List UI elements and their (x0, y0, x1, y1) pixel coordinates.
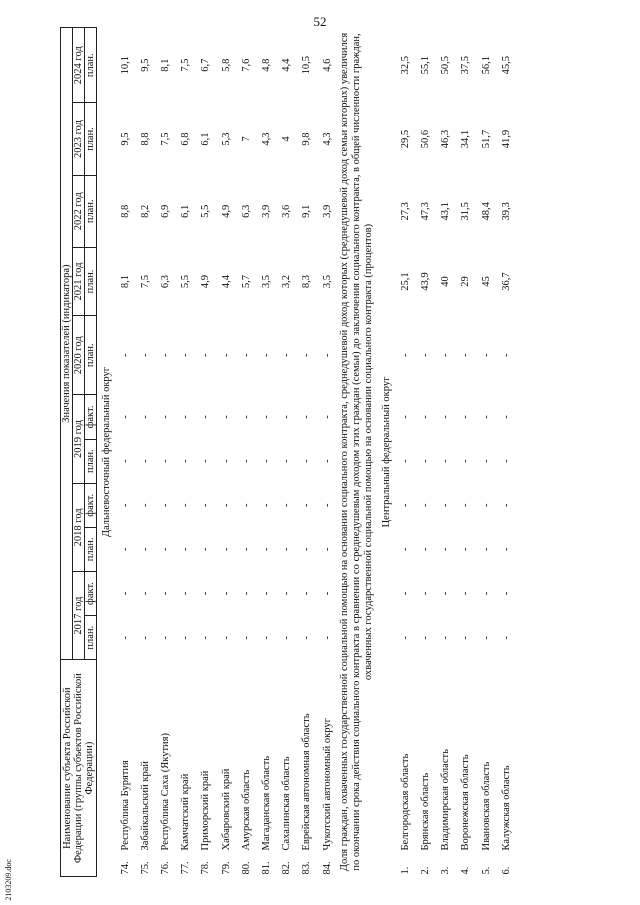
value-cell: - (500, 353, 512, 358)
region-name: Ивановская область (480, 761, 492, 851)
value-cell: 45 (480, 276, 492, 287)
value-cell: - (480, 547, 492, 552)
value-cell: - (119, 459, 131, 463)
region-cell (297, 660, 317, 877)
value-cell: - (180, 503, 192, 508)
value-cell: 8,2 (139, 204, 151, 218)
value-cell: - (200, 503, 212, 508)
value-cell: - (180, 547, 192, 552)
value-cell: - (260, 459, 272, 463)
region-name: Чукотский автономный округ (321, 718, 333, 851)
table-row (135, 28, 155, 877)
region-cell (176, 660, 196, 877)
value-cell: 6,3 (240, 204, 252, 218)
value-cell: - (460, 459, 472, 463)
value-cell: - (160, 459, 171, 463)
region-cell (216, 660, 236, 877)
value-cell: - (119, 353, 131, 358)
value-cell: - (480, 635, 492, 640)
value-cell: - (240, 547, 252, 552)
value-cell: 3,9 (260, 204, 272, 218)
page-number: 52 (313, 14, 327, 29)
value-cell: - (480, 591, 492, 596)
value-cell: 7,5 (160, 132, 171, 146)
value-cell: - (321, 547, 333, 552)
value-cell: - (180, 459, 192, 463)
value-cell: 40 (440, 276, 452, 287)
row-number: 76. (160, 861, 171, 875)
value-cell: - (160, 415, 171, 419)
value-cell: 7,5 (180, 58, 192, 72)
value-cell: 7 (240, 136, 252, 142)
row-number: 84. (321, 861, 333, 875)
value-cell: 6,7 (200, 58, 212, 72)
region-cell (196, 660, 216, 877)
value-cell: - (321, 459, 333, 463)
value-cell: 10,1 (119, 56, 131, 75)
indicator-block (337, 28, 377, 877)
value-cell: - (399, 591, 411, 596)
value-cell: - (260, 353, 272, 358)
value-cell: - (281, 459, 293, 463)
plan-header: план. (85, 103, 97, 175)
value-cell: 48,4 (480, 202, 492, 221)
value-cell: - (260, 503, 272, 508)
value-cell: - (260, 547, 272, 552)
rotated-table-page (60, 27, 640, 877)
value-cell: - (119, 503, 131, 508)
value-cell: - (200, 635, 212, 640)
year-header: 2020 год (73, 316, 85, 395)
value-cell: 3,9 (321, 204, 333, 218)
indicator-description: Доля граждан, охваченных государственной социальной помощью на основании социального контракта, среднедушевой доход которых (среднедушевой доход семьи которых) увеличился по окончании срока действия социального контракта в сравнении со среднедушевым доходом этих граждан (семьи) до заключения социального контракта, в общей численности граждан, охваченных государственной социальной помощью на основании социального контракта (процентов) (339, 32, 375, 872)
value-cell: - (500, 635, 512, 640)
value-cell: 43,1 (440, 202, 452, 221)
region-name: Калужская область (500, 765, 512, 851)
region-name: Амурская область (240, 769, 252, 851)
value-cell: - (281, 503, 293, 508)
region-cell (436, 660, 456, 877)
row-number: 75. (139, 861, 151, 875)
value-cell: - (180, 635, 192, 640)
value-cell: 45,5 (500, 56, 512, 75)
value-cell: - (460, 503, 472, 508)
value-cell: - (321, 591, 333, 596)
values-group-header: Значения показателей (индикатора) (61, 28, 73, 660)
value-cell: - (139, 459, 151, 463)
value-cell: 4,3 (321, 132, 333, 146)
value-cell: - (420, 635, 432, 640)
value-cell: - (200, 459, 212, 463)
value-cell: 5,8 (220, 58, 232, 72)
value-cell: 36,7 (500, 272, 512, 291)
indicator-table (60, 27, 516, 877)
value-cell: - (160, 353, 171, 358)
value-cell: - (321, 353, 333, 358)
region-cell (115, 660, 135, 877)
value-cell: - (119, 591, 131, 596)
value-cell: - (420, 353, 432, 358)
region-cell (456, 660, 476, 877)
value-cell: - (119, 547, 131, 552)
value-cell: - (139, 547, 151, 552)
value-cell: - (281, 547, 293, 552)
value-cell: 4,4 (220, 274, 232, 289)
value-cell: - (460, 635, 472, 640)
value-cell: - (301, 635, 313, 640)
region-name: Воронежская область (460, 754, 472, 851)
value-cell: 29 (460, 276, 472, 287)
value-cell: - (180, 591, 192, 596)
plan-header: план. (85, 439, 97, 483)
value-cell: - (440, 547, 452, 552)
value-cell: 7,6 (240, 58, 252, 72)
row-number: 82. (281, 861, 293, 875)
value-cell: - (500, 503, 512, 508)
table-header (61, 28, 97, 877)
table-row (415, 28, 435, 877)
value-cell: - (220, 459, 232, 463)
region-name: Владимирская область (440, 749, 452, 851)
row-number: 5. (480, 866, 492, 875)
plan-header: план. (85, 28, 97, 103)
table-row (456, 28, 476, 877)
fact-header: факт. (85, 571, 97, 615)
year-header: 2022 год (73, 175, 85, 247)
table-row (155, 28, 175, 877)
value-cell: - (160, 503, 171, 508)
value-cell: - (321, 415, 333, 419)
value-cell: 51,7 (480, 129, 492, 149)
value-cell: - (200, 415, 212, 419)
value-cell: - (480, 353, 492, 358)
value-cell: - (399, 459, 411, 463)
value-cell: - (160, 591, 171, 596)
value-cell: - (220, 591, 232, 596)
value-cell: - (460, 353, 472, 358)
value-cell: - (139, 591, 151, 596)
value-cell: 8,3 (301, 274, 313, 289)
region-name: Брянская область (420, 772, 432, 851)
region-name: Белгородская область (399, 753, 411, 851)
table-row (216, 28, 236, 877)
value-cell: - (399, 547, 411, 552)
value-cell: - (200, 353, 212, 358)
region-cell (135, 660, 155, 877)
value-cell: 56,1 (480, 56, 492, 75)
value-cell: - (500, 459, 512, 463)
region-name: Камчатский край (180, 773, 192, 851)
value-cell: 50,6 (420, 129, 432, 149)
value-cell: - (321, 635, 333, 640)
value-cell: - (420, 547, 432, 552)
region-cell (236, 660, 256, 877)
table-row (496, 28, 516, 877)
value-cell: - (420, 415, 432, 419)
value-cell: 6,1 (200, 132, 212, 146)
value-cell: 8,1 (160, 58, 171, 72)
value-cell: 27,3 (399, 202, 411, 221)
value-cell: - (301, 503, 313, 508)
row-number: 6. (500, 866, 512, 875)
value-cell: - (500, 547, 512, 552)
value-cell: 7,5 (139, 274, 151, 289)
value-cell: - (500, 591, 512, 596)
fact-header: факт. (85, 395, 97, 439)
table-row (115, 28, 135, 877)
value-cell: 34,1 (460, 129, 472, 149)
value-cell: - (139, 415, 151, 419)
region-name: Сахалинская область (281, 756, 293, 851)
value-cell: - (260, 591, 272, 596)
value-cell: 4,9 (200, 274, 212, 289)
year-header: 2019 год (73, 395, 85, 483)
region-name: Еврейская автономная область (301, 713, 313, 851)
value-cell: - (480, 503, 492, 508)
value-cell: 5,3 (220, 132, 232, 146)
value-cell: - (160, 635, 171, 640)
table-row (436, 28, 456, 877)
value-cell: 9,8 (301, 132, 313, 146)
value-cell: 39,3 (500, 202, 512, 221)
section-title: Центральный федеральный округ (380, 376, 392, 528)
footer-code: 2103209.doc (4, 859, 13, 901)
value-cell: - (220, 547, 232, 552)
value-cell: - (160, 547, 171, 552)
region-name: Магаданская область (260, 755, 272, 851)
value-cell: - (220, 353, 232, 358)
table-row (277, 28, 297, 877)
row-number: 4. (460, 866, 472, 875)
plan-header: план. (85, 527, 97, 571)
table-body-central (377, 28, 516, 877)
value-cell: 32,5 (399, 56, 411, 75)
value-cell: - (240, 591, 252, 596)
value-cell: - (240, 459, 252, 463)
value-cell: - (440, 459, 452, 463)
value-cell: - (301, 547, 313, 552)
value-cell: 9,5 (139, 58, 151, 72)
value-cell: 37,5 (460, 56, 472, 75)
value-cell: - (240, 353, 252, 358)
value-cell: 41,9 (500, 129, 512, 149)
value-cell: 8,8 (139, 132, 151, 146)
region-name: Республика Бурятия (119, 760, 131, 851)
region-name: Забайкальский край (139, 760, 151, 851)
value-cell: - (240, 635, 252, 640)
region-name: Приморский край (200, 770, 212, 851)
region-cell (496, 660, 516, 877)
value-cell: 4,4 (281, 58, 293, 72)
value-cell: - (301, 459, 313, 463)
row-number: 74. (119, 861, 131, 875)
value-cell: 31,5 (460, 202, 472, 221)
value-cell: - (500, 415, 512, 419)
row-number: 83. (301, 861, 313, 875)
row-number: 77. (180, 861, 192, 875)
value-cell: 47,3 (420, 202, 432, 221)
value-cell: 3,2 (281, 274, 293, 289)
value-cell: - (301, 591, 313, 596)
value-cell: 3,6 (281, 204, 293, 218)
value-cell: 5,5 (200, 204, 212, 218)
value-cell: - (281, 591, 293, 596)
year-header: 2021 год (73, 247, 85, 315)
value-cell: - (139, 635, 151, 640)
value-cell: 50,5 (440, 56, 452, 75)
value-cell: - (200, 591, 212, 596)
year-header: 2018 год (73, 483, 85, 571)
fact-header: факт. (85, 483, 97, 527)
value-cell: - (480, 415, 492, 419)
year-header: 2017 год (73, 571, 85, 659)
year-header: 2024 год (73, 28, 85, 103)
value-cell: 4,9 (220, 204, 232, 218)
value-cell: - (420, 459, 432, 463)
row-number: 1. (399, 866, 411, 875)
value-cell: 8,8 (119, 204, 131, 218)
table-row (297, 28, 317, 877)
region-cell (256, 660, 276, 877)
year-header: 2023 год (73, 103, 85, 175)
value-cell: 4 (281, 136, 293, 142)
value-cell: 6,9 (160, 204, 171, 218)
value-cell: - (301, 353, 313, 358)
value-cell: 3,5 (321, 274, 333, 289)
value-cell: - (440, 353, 452, 358)
value-cell: - (440, 415, 452, 419)
value-cell: - (220, 635, 232, 640)
value-cell: - (460, 415, 472, 419)
value-cell: - (399, 503, 411, 508)
table-row (395, 28, 415, 877)
value-cell: - (399, 415, 411, 419)
region-name-header: Наименование субъекта Российской Федерации (группы субъектов Российской Федерации) (61, 660, 97, 877)
row-number: 3. (440, 866, 452, 875)
value-cell: - (301, 415, 313, 419)
table-row (176, 28, 196, 877)
value-cell: - (440, 635, 452, 640)
value-cell: 6,3 (160, 274, 171, 289)
value-cell: - (399, 353, 411, 358)
region-name: Хабаровский край (220, 768, 232, 851)
region-cell (155, 660, 175, 877)
region-cell (415, 660, 435, 877)
value-cell: - (119, 415, 131, 419)
table-row (317, 28, 337, 877)
value-cell: - (480, 459, 492, 463)
value-cell: 5,5 (180, 274, 192, 289)
value-cell: 4,6 (321, 58, 333, 72)
row-number: 2. (420, 866, 432, 875)
region-cell (317, 660, 337, 877)
value-cell: 46,3 (440, 129, 452, 149)
value-cell: - (220, 503, 232, 508)
value-cell: 6,8 (180, 132, 192, 146)
region-cell (277, 660, 297, 877)
value-cell: - (220, 415, 232, 419)
table-row (196, 28, 216, 877)
value-cell: - (321, 503, 333, 508)
value-cell: 29,5 (399, 129, 411, 149)
table-row (236, 28, 256, 877)
value-cell: 8,1 (119, 274, 131, 289)
row-number: 81. (260, 861, 272, 875)
value-cell: - (180, 353, 192, 358)
value-cell: - (281, 415, 293, 419)
value-cell: 3,5 (260, 274, 272, 289)
value-cell: - (260, 635, 272, 640)
value-cell: - (440, 591, 452, 596)
table-row (256, 28, 276, 877)
value-cell: 4,8 (260, 58, 272, 72)
value-cell: - (240, 503, 252, 508)
value-cell: 9,1 (301, 204, 313, 218)
value-cell: - (139, 503, 151, 508)
region-cell (395, 660, 415, 877)
plan-header: план. (85, 247, 97, 315)
plan-header: план. (85, 616, 97, 660)
value-cell: - (460, 547, 472, 552)
value-cell: - (281, 353, 293, 358)
table-row (476, 28, 496, 877)
value-cell: 4,3 (260, 132, 272, 146)
value-cell: 25,1 (399, 272, 411, 291)
value-cell: - (460, 591, 472, 596)
value-cell: - (240, 415, 252, 419)
value-cell: 55,1 (420, 56, 432, 75)
value-cell: 10,5 (301, 56, 313, 75)
table-body-far-east (97, 28, 338, 877)
value-cell: - (420, 591, 432, 596)
value-cell: - (180, 415, 192, 419)
value-cell: 6,1 (180, 204, 192, 218)
plan-header: план. (85, 175, 97, 247)
value-cell: - (260, 415, 272, 419)
value-cell: - (440, 503, 452, 508)
value-cell: - (399, 635, 411, 640)
value-cell: - (119, 635, 131, 640)
value-cell: - (420, 503, 432, 508)
row-number: 79. (220, 861, 232, 875)
value-cell: - (139, 353, 151, 358)
value-cell: - (281, 635, 293, 640)
value-cell: 9,5 (119, 132, 131, 146)
section-title: Дальневосточный федеральный округ (100, 366, 112, 538)
value-cell: 43,9 (420, 272, 432, 291)
row-number: 80. (240, 861, 252, 875)
value-cell: - (200, 547, 212, 552)
plan-header: план. (85, 316, 97, 395)
region-name: Республика Саха (Якутия) (160, 733, 171, 851)
region-cell (476, 660, 496, 877)
value-cell: 5,7 (240, 274, 252, 289)
row-number: 78. (200, 861, 212, 875)
